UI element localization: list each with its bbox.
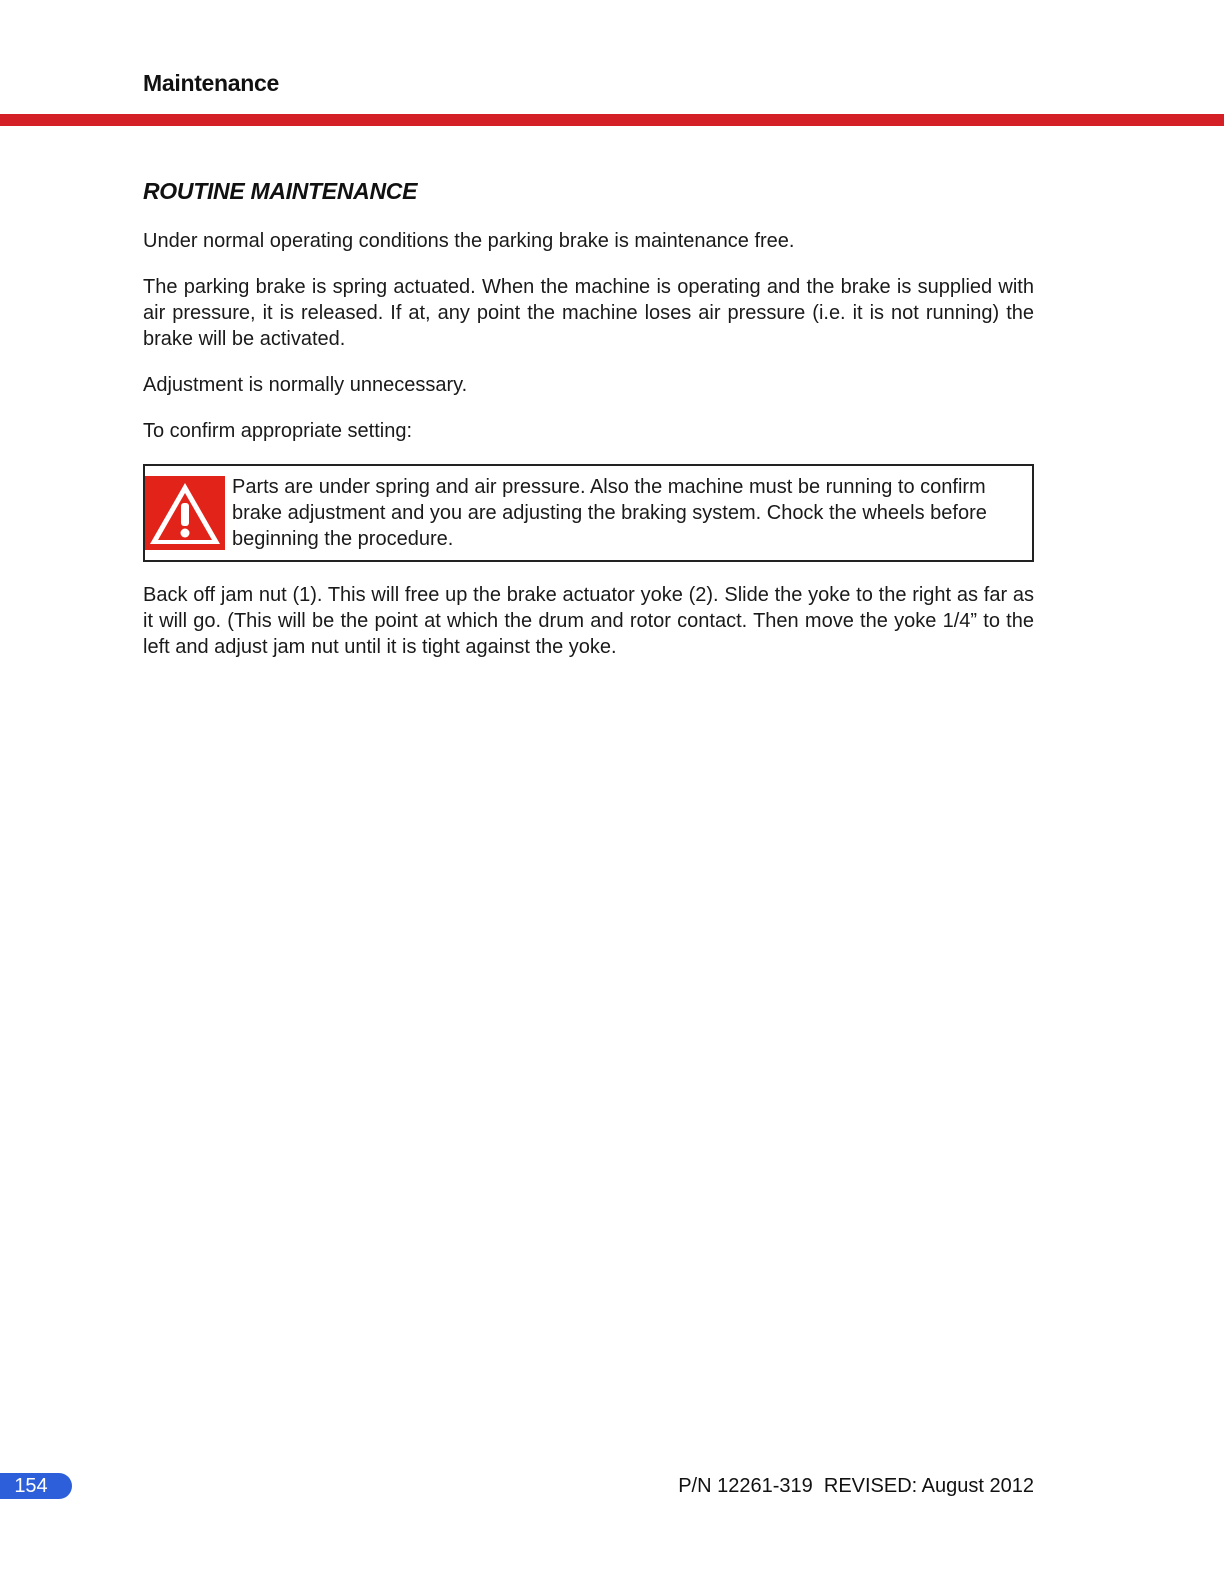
paragraph-maintenance-free: Under normal operating conditions the parking brake is maintenance free.: [143, 230, 795, 252]
warning-box: [143, 464, 1034, 562]
paragraph-jam-nut-procedure: Back off jam nut (1). This will free up the brake actuator yoke (2). Slide the yoke to the right as far as it will go. (This will be the point at which the drum and rotor contact. Then move the yoke 1/4” to the left and adjust jam nut until it is tight against the yoke.: [143, 584, 1034, 658]
paragraph-confirm-setting: To confirm appropriate setting:: [143, 420, 413, 442]
paragraph-adjustment: Adjustment is normally unnecessary.: [143, 374, 468, 396]
section-heading: ROUTINE MAINTENANCE: [143, 178, 418, 204]
warning-triangle-icon: [145, 476, 225, 550]
header-rule: [0, 114, 1224, 126]
footer-reference: P/N 12261-319 REVISED: August 2012: [678, 1475, 1034, 1497]
page-header-title: Maintenance: [143, 70, 280, 96]
page-number-badge: 154: [0, 1473, 72, 1499]
main-content: [143, 175, 1034, 680]
paragraph-spring-actuated: The parking brake is spring actuated. When the machine is operating and the brake is supplied with air pressure, it is released. If at, any point the machine loses air pressure (i.e. it is not running) the brake will be activated.: [143, 276, 1034, 350]
warning-text: Parts are under spring and air pressure. Also the machine must be running to confirm brake adjustment and you are adjusting the braking system. Chock the wheels before beginning the procedure.: [232, 476, 987, 550]
